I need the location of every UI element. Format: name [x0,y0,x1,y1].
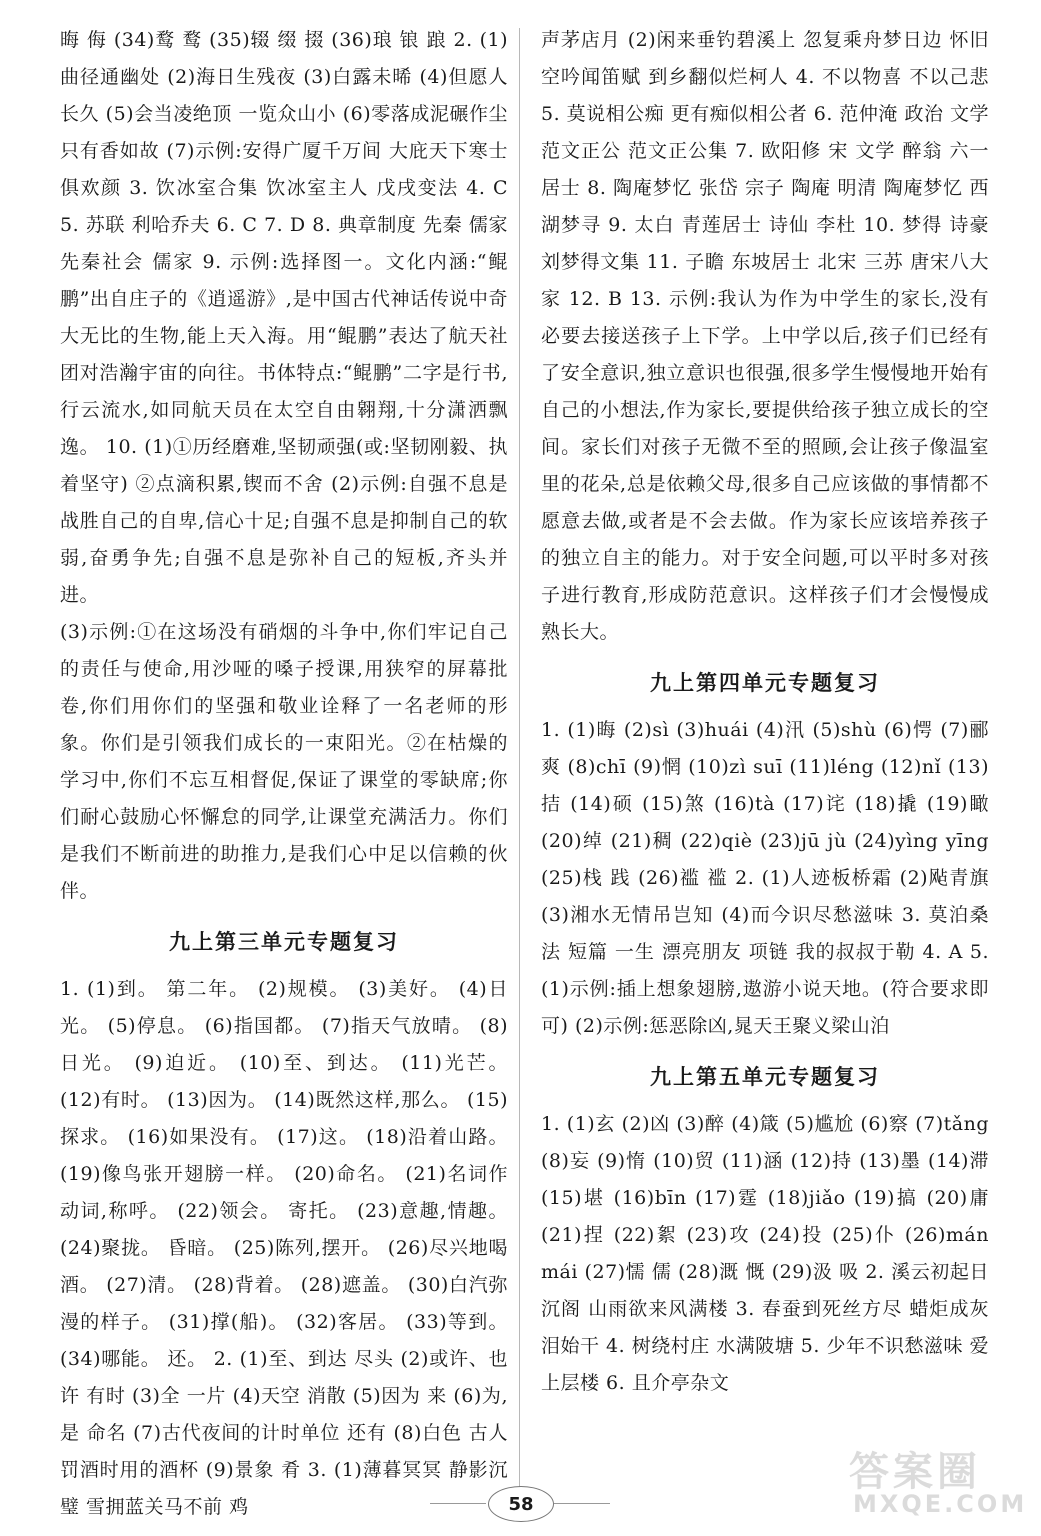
section-heading: 九上第五单元专题复习 [650,1065,880,1089]
section-heading: 九上第四单元专题复习 [650,671,880,695]
answer-block: 晦 侮 (34)鹜 鹜 (35)辍 缀 掇 (36)琅 锒 踉 2. (1)曲径通幽处 (2)海日生残夜 (3)白露未晞 (4)但愿人长久 (5)会当凌绝顶 一览众山小 (6)零落成泥碾作尘 只有香如故 (7)示例:安得广厦千万间 大庇天下寒士俱欢颜 3. 饮冰室合集 饮冰室主人 戊戌变法 4. C 5. 苏联 利哈乔夫 6. C 7. D 8. 典章制度 先秦 儒家 先秦社会 儒家 9. 示例:选择图一。文化内涵:“鲲鹏”出自庄子的《逍遥游》,是中国古代神话传说中奇大无比的生物,能上天入海。用“鲲鹏”表达了航天社团对浩瀚宇宙的向往。书体特点:“鲲鹏”二字是行书,行云流水,如同航天员在太空自由翱翔,十分潇洒飘逸。 10. (1)①历经磨难,坚韧顽强(或:坚韧刚毅、执着坚守) ②点滴积累,锲而不舍 (2)示例:自强不息是战胜自己的自卑,信心十足;自强不息是抑制自己的软弱,奋勇争先;自强不息是弥补自己的短板,齐头并进。 [60,29,515,606]
right-column [541,22,996,1402]
answer-block: 声茅店月 (2)闲来垂钓碧溪上 忽复乘舟梦日边 怀旧空吟闻笛赋 到乡翻似烂柯人 4. 不以物喜 不以己悲 5. 莫说相公痴 更有痴似相公者 6. 范仲淹 政治 文学 范文正公 范文正公集 7. 欧阳修 宋 文学 醉翁 六一居士 8. 陶庵梦忆 张岱 宗子 陶庵 明清 陶庵梦忆 西湖梦寻 9. 太白 青莲居士 诗仙 李杜 10. 梦得 诗豪 刘梦得文集 11. 子瞻 东坡居士 北宋 三苏 唐宋八大家 12. B 13. 示例:我认为作为中学生的家长,没有必要去接送孩子上下学。上中学以后,孩子们已经有了安全意识,独立意识也很强,很多学生慢慢地开始有自己的小想法,作为家长,要提供给孩子独立成长的空间。家长们对孩子无微不至的照顾,会让孩子像温室里的花朵,总是依赖父母,很多自己应该做的事情都不愿意去做,或者是不会去做。作为家长应该培养孩子的独立自主的能力。对于安全问题,可以平时多对孩子进行教育,形成防范意识。这样孩子们才会慢慢成熟长大。 [541,29,996,643]
answer-block: 1. (1)到。 第二年。 (2)规模。 (3)美好。 (4)日光。 (5)停息。 (6)指国都。 (7)指天气放晴。 (8)日光。 (9)迫近。 (10)至、到达。 (11)光芒。 (12)有时。 (13)因为。 (14)既然这样,那么。 (15)探求。 (16)如果没有。 (17)这。 (18)沿着山路。 (19)像鸟张开翅膀一样。 (20)命名。 (21)名词作动词,称呼。 (22)领会。 寄托。 (23)意趣,情趣。 (24)聚拢。 昏暗。 (25)陈列,摆开。 (26)尽兴地喝酒。 (27)清。 (28)背着。 (28)遮盖。 (30)白汽弥漫的样子。 (31)撑(船)。 (32)客居。 (33)等到。 (34)哪能。 还。 2. (1)至、到达 尽头 (2)或许、也许 有时 (3)全 一片 (4)天空 消散 (5)因为 来 (6)为,是 命名 (7)古代夜间的计时单位 还有 (8)白色 古人罚酒时用的酒杯 (9)景象 肴 3. (1)薄暮冥冥 静影沉璧 雪拥蓝关马不前 鸡 [60,978,515,1518]
watermark-url: MXQE.COM [853,1490,1028,1518]
answer-block: 1. (1)玄 (2)凶 (3)醉 (4)箴 (5)尴尬 (6)察 (7)tǎng (8)妄 (9)惰 (10)贸 (11)涵 (12)持 (13)墨 (14)滞 (15)堪 (16)bīn (17)霆 (18)jiǎo (19)搞 (20)庸 (21)捏 (22)絮 (23)攻 (24)投 (25)仆 (26)mán mái (27)懦 儒 (28)溉 慨 (29)汲 吸 2. 溪云初起日沉阁 山雨欲来风满楼 3. 春蚕到死丝方尽 蜡炬成灰泪始干 4. 树绕村庄 水满陂塘 5. 少年不识愁滋味 爱上层楼 6. 且介亭杂文 [541,1113,996,1394]
answer-block: (3)示例:①在这场没有硝烟的斗争中,你们牢记自己的责任与使命,用沙哑的嗓子授课,用狭窄的屏幕批卷,你们用你们的坚强和敬业诠释了一名老师的形象。你们是引领我们成长的一束阳光。②在枯燥的学习中,你们不忘互相督促,保证了课堂的零缺席;你们耐心鼓励心怀懈怠的同学,让课堂充满活力。你们是我们不断前进的助推力,是我们心中足以信赖的伙伴。 [60,621,508,902]
page-number: 58 [488,1486,554,1522]
watermark-logo [843,1440,1028,1526]
page-number-rule-right [554,1503,610,1504]
section-heading: 九上第三单元专题复习 [169,930,399,954]
answer-block: 1. (1)晦 (2)sì (3)huái (4)汛 (5)shù (6)愕 (7)郦爽 (8)chī (9)惘 (10)zì suī (11)léng (12)nǐ (13)拮 (14)硕 (15)煞 (16)tà (17)诧 (18)撬 (19)瞰 (20)绰 (21)稠 (22)qiè (23)jū jù (24)yìng yīng (25)栈 践 (26)褴 褴 2. (1)人迹板桥霜 (2)飐青旗 (3)湘水无情吊岂知 (4)而今识尽愁滋味 3. 莫泊桑 法 短篇 一生 漂亮朋友 项链 我的叔叔于勒 4. A 5. (1)示例:插上想象翅膀,遨游小说天地。(符合要求即可) (2)示例:惩恶除凶,晁天王聚义梁山泊 [541,719,996,1037]
left-column [60,22,515,1526]
watermark-text: 答案圈 [849,1449,981,1495]
page-number-rule-left [430,1503,486,1504]
column-divider [519,28,520,1488]
